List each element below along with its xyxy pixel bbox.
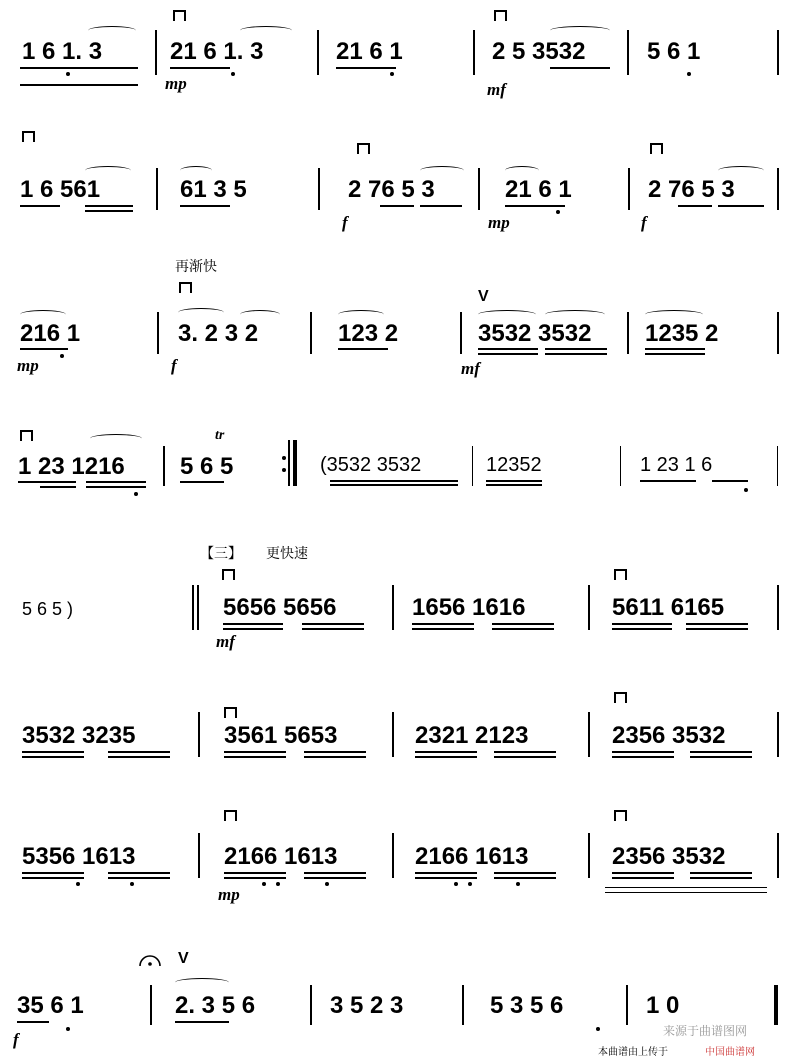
upbow-mark: V [178, 950, 189, 967]
measure: 2. 3 5 6 [175, 992, 256, 1019]
measure: 5656 5656 [223, 594, 337, 621]
measure: 5 6 5 ) [22, 599, 74, 619]
measure: 21 6 1 [336, 38, 403, 65]
measure: 1 0 [646, 992, 680, 1019]
measure: 12352 [486, 454, 542, 476]
measure: 1 23 1216 [18, 453, 125, 480]
dynamic-mark: f [13, 1030, 19, 1049]
dynamic-mark: mp [165, 74, 187, 93]
dynamic-mark: mp [488, 213, 510, 232]
dynamic-mark: mp [17, 356, 39, 375]
measure: 3532 3235 [22, 722, 136, 749]
measure: 2 76 5 3 [648, 176, 735, 203]
measure: 3532 3532 [478, 320, 592, 347]
measure: 2 76 5 3 [348, 176, 435, 203]
measure: 35 6 1 [17, 992, 84, 1019]
measure: 1235 2 [645, 320, 719, 347]
measure: 5 6 1 [647, 38, 701, 65]
measure: 5 3 5 6 [490, 992, 564, 1019]
measure: 216 1 [20, 320, 81, 347]
measure: 21 6 1 [505, 176, 572, 203]
measure: 2356 3532 [612, 843, 726, 870]
measure: 2166 1613 [415, 843, 529, 870]
measure: 3561 5653 [224, 722, 338, 749]
footer-credit: 本曲谱由上传于 [598, 1047, 668, 1058]
measure: 1 6 561 [20, 176, 101, 203]
dynamic-mark: f [342, 213, 348, 232]
measure: 1656 1616 [412, 594, 526, 621]
dynamic-mark: f [641, 213, 647, 232]
measure: 5 6 5 [180, 453, 234, 480]
measure: 3. 2 3 2 [178, 320, 259, 347]
ornament-trill: tr [215, 428, 225, 443]
tempo-mark-genkuaisu: 更快速 [266, 546, 308, 562]
dynamic-mark: mf [216, 632, 235, 651]
dynamic-mark: mf [487, 80, 506, 99]
measure: (3532 3532 [320, 454, 422, 476]
measure: 21 6 1. 3 [170, 38, 264, 65]
measure: 1 6 1. 3 [22, 38, 103, 65]
measure: 3 5 2 3 [330, 992, 404, 1019]
measure: 5356 1613 [22, 843, 136, 870]
measure: 2356 3532 [612, 722, 726, 749]
measure: 2 5 3532 [492, 38, 586, 65]
measure: 123 2 [338, 320, 399, 347]
tempo-mark-zaijiankuai: 再渐快 [175, 259, 217, 275]
footer-site: 中国曲谱网 [705, 1047, 755, 1058]
dynamic-mark: mp [218, 885, 240, 904]
footer-watermark: 来源于曲谱图网 [663, 1024, 748, 1038]
upbow-mark: V [478, 288, 489, 305]
measure: 61 3 5 [180, 176, 247, 203]
measure: 1 23 1 6 [640, 454, 713, 476]
measure: 2166 1613 [224, 843, 338, 870]
measure: 2321 2123 [415, 722, 529, 749]
section-label: 【三】 [200, 546, 242, 562]
dynamic-mark: f [171, 356, 177, 375]
measure: 5611 6165 [612, 594, 725, 621]
dynamic-mark: mf [461, 359, 480, 378]
